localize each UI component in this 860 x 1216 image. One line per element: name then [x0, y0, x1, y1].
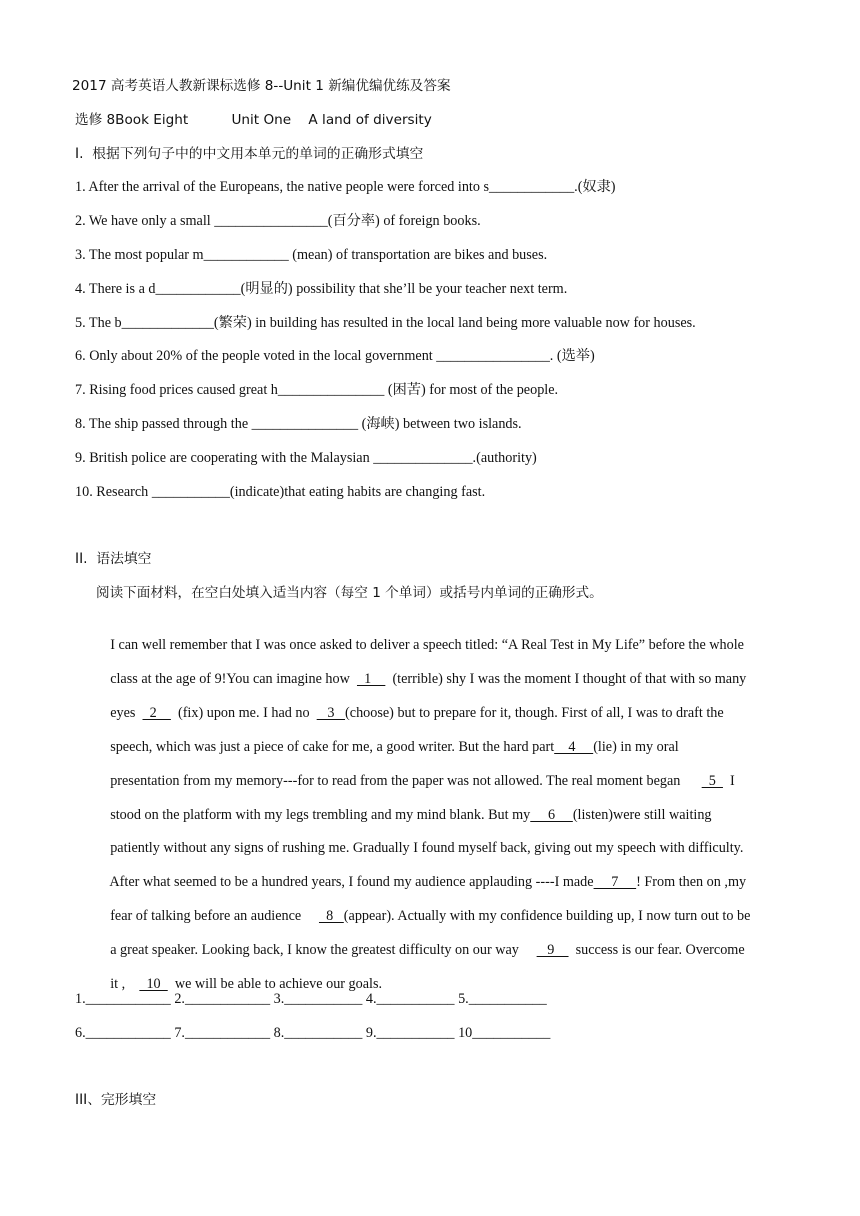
section-2-instruction: 阅读下面材料，在空白处填入适当内容（每空 1 个单词）或括号内单词的正确形式。 — [96, 585, 603, 601]
section-1-item: 4. There is a d____________(明显的) possibility that she’ll be your teacher next term. — [75, 281, 568, 297]
section-1-heading: I. 根据下列句子中的中文用本单元的单词的正确形式填空 — [75, 146, 424, 162]
passage-line: eyes 2 (fix) upon me. I had no 3 (choose) but to prepare for it, though. First of all, I was to draft the — [110, 705, 724, 721]
blank-9: 9 — [536, 942, 569, 958]
passage-line: I can well remember that I was once asked to deliver a speech titled: “A Real Test in My Life” before the whole — [110, 637, 744, 653]
section-1-item: 7. Rising food prices caused great h_______________ (困苦) for most of the people. — [75, 382, 559, 398]
section-1-item: 1. After the arrival of the Europeans, the native people were forced into s____________.(奴隶) — [75, 179, 616, 195]
section-1-item: 6. Only about 20% of the people voted in the local government ________________. (选举) — [75, 348, 595, 364]
section-1-item: 2. We have only a small ________________(百分率) of foreign books. — [75, 213, 481, 229]
blank-7: 7 — [593, 874, 637, 890]
blank-1: 1 — [356, 671, 386, 687]
passage-line: a great speaker. Looking back, I know the greatest difficulty on our way 9 success is our fear. Overcome — [110, 942, 745, 958]
document-subtitle: 选修 8Book Eight Unit One A land of diversity — [75, 112, 432, 128]
passage-line: presentation from my memory---for to read from the paper was not allowed. The real moment began 5 I — [110, 773, 735, 789]
section-1-item: 5. The b_____________(繁荣) in building has resulted in the local land being more valuable now for houses. — [75, 315, 696, 331]
passage-line: stood on the platform with my legs trembling and my mind blank. But my 6 (listen)were still waiting — [110, 807, 712, 823]
blank-10: 10 — [139, 976, 168, 992]
passage-line: class at the age of 9!You can imagine how 1 (terrible) shy I was the moment I thought of that with so many — [110, 671, 747, 687]
document-title: 2017 高考英语人教新课标选修 8--Unit 1 新编优编优练及答案 — [72, 78, 451, 94]
blank-5: 5 — [701, 773, 723, 789]
passage-line: it , 10 we will be able to achieve our goals. — [110, 976, 383, 992]
section-1-item: 3. The most popular m____________ (mean) of transportation are bikes and buses. — [75, 247, 548, 263]
answer-row: 1.____________ 2.____________ 3.___________ 4.___________ 5.___________ — [75, 991, 547, 1007]
section-3-heading: III、完形填空 — [75, 1092, 157, 1108]
blank-8: 8 — [318, 908, 344, 924]
passage-line: fear of talking before an audience 8 (appear). Actually with my confidence building up, I now turn out to be — [110, 908, 751, 924]
section-1-item: 9. British police are cooperating with the Malaysian ______________.(authority) — [75, 450, 537, 466]
answer-row: 6.____________ 7.____________ 8.___________ 9.___________ 10___________ — [75, 1025, 551, 1041]
section-2-heading: II. 语法填空 — [75, 551, 152, 567]
section-1-item: 10. Research ___________(indicate)that eating habits are changing fast. — [75, 484, 486, 500]
passage-line: After what seemed to be a hundred years, I found my audience applauding ----I made 7 ! From then on ,my — [109, 874, 747, 890]
blank-4: 4 — [554, 739, 594, 755]
passage-line: speech, which was just a piece of cake for me, a good writer. But the hard part 4 (lie) in my oral — [110, 739, 679, 755]
blank-6: 6 — [530, 807, 573, 823]
blank-3: 3 — [316, 705, 346, 721]
passage-line: patiently without any signs of rushing me. Gradually I found myself back, giving out my speech with difficulty. — [110, 840, 744, 856]
blank-2: 2 — [142, 705, 171, 721]
section-1-item: 8. The ship passed through the _______________ (海峡) between two islands. — [75, 416, 522, 432]
